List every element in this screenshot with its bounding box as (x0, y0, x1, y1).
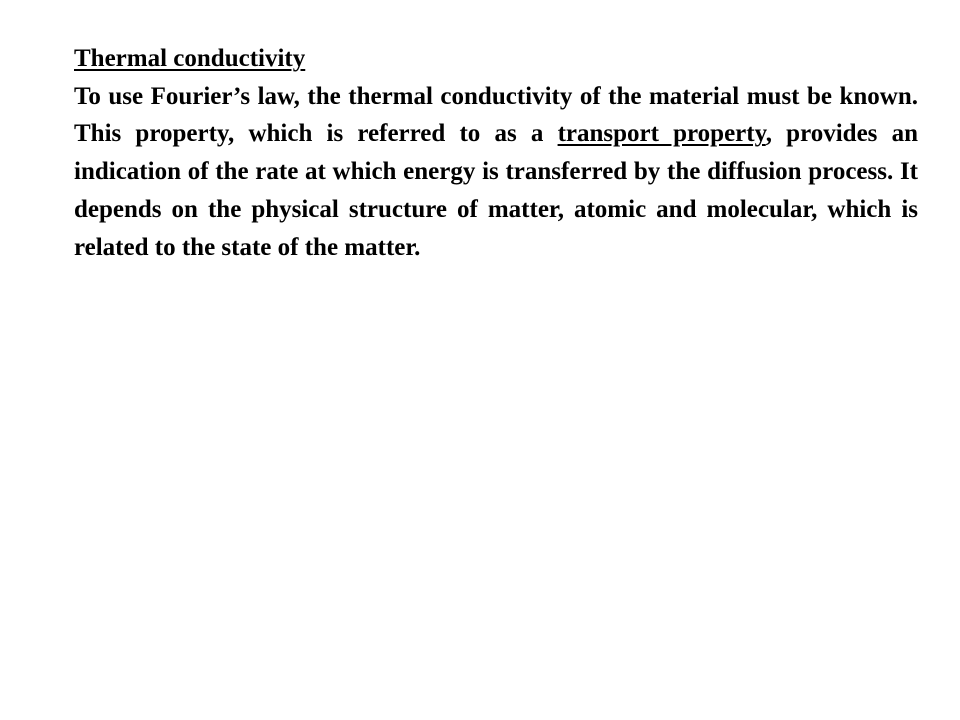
paragraph-text-start: To use Fourier’s law, the thermal conductivity of the material must be known. This property, which is referred to as a (74, 82, 918, 148)
text-block (74, 40, 918, 266)
paragraph-text-end: , provides an indication of the rate at which energy is transferred by the diffusion process. It depends on the physical structure of matter, atomic and molecular, which is related to the state of the matter. (74, 120, 918, 261)
section-heading: Thermal conductivity (74, 45, 306, 72)
underlined-term: transport property (557, 120, 766, 148)
body-paragraph (74, 78, 918, 267)
